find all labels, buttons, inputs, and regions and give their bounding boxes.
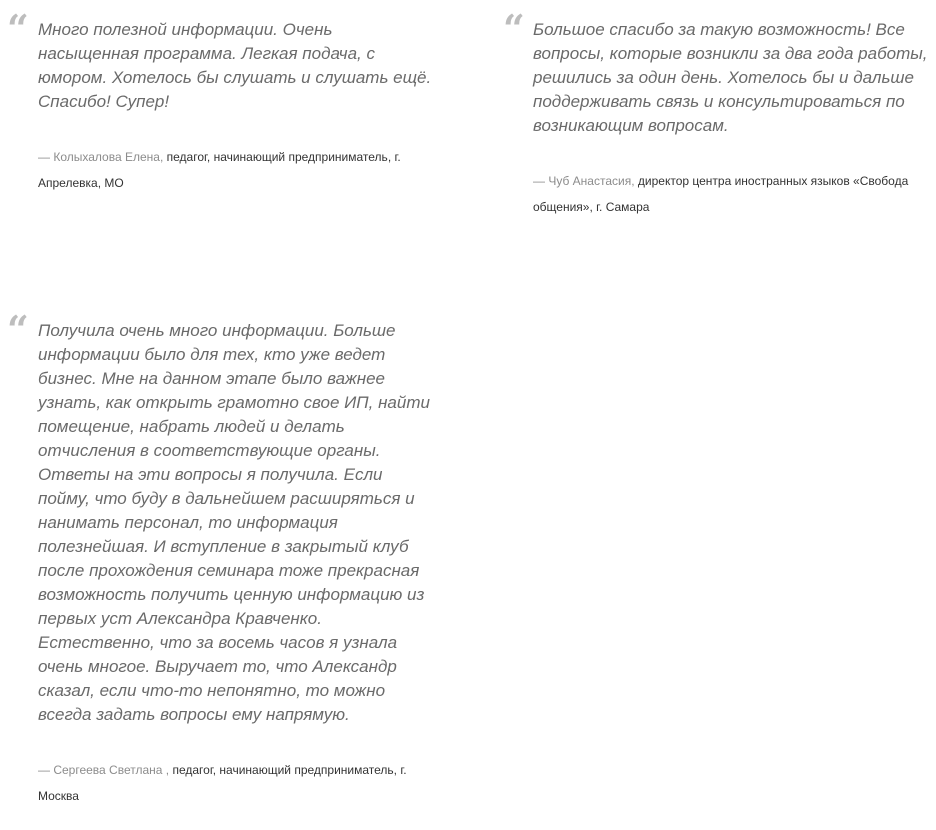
- testimonial-attribution: [38, 144, 423, 196]
- testimonial-text: Получила очень много информации. Больше информации было для тех, кто уже ведет бизнес. Мне на данном этапе было важнее узнать, как открыть грамотно свое ИП, найти помещение, набрать людей и делать отчисления в соответствующие органы. Ответы на эти вопросы я получила. Если пойму, что буду в дальнейшем расширяться и нанимать персонал, то информация полезнейшая. И вступление в закрытый клуб после прохождения семинара тоже прекрасная возможность получить ценную информацию из первых уст Александра Кравченко. Естественно, что за восемь часов я узнала очень многое. Выручает то, что Александр сказал, если что-то непонятно, то можно всегда задать вопросы ему напрямую.: [38, 321, 430, 724]
- quote-icon: “: [7, 6, 29, 51]
- testimonial-role: педагог, начинающий предприниматель, г. Москва: [38, 763, 407, 803]
- testimonial-card: [495, 6, 935, 220]
- testimonial-role: директор центра иностранных языков «Свобода общения», г. Самара: [533, 174, 909, 214]
- testimonial-author: — Сергеева Светлана ,: [38, 763, 170, 777]
- testimonial-role: педагог, начинающий предприниматель, г. Апрелевка, МО: [38, 150, 401, 190]
- testimonial-card: [0, 6, 440, 196]
- quote-icon: “: [7, 307, 29, 352]
- testimonial-attribution: [38, 757, 423, 809]
- testimonial-text: Много полезной информации. Очень насыщенная программа. Легкая подача, с юмором. Хотелось бы слушать и слушать ещё. Спасибо! Супер!: [38, 20, 432, 111]
- testimonial-author: — Колыхалова Елена,: [38, 150, 164, 164]
- quote-icon: “: [503, 6, 525, 51]
- testimonial-author: — Чуб Анастасия,: [533, 174, 635, 188]
- testimonial-attribution: [533, 168, 918, 220]
- testimonial-card: [0, 307, 440, 809]
- testimonial-text: Большое спасибо за такую возможность! Все вопросы, которые возникли за два года работы, решились за один день. Хотелось бы и дальше поддерживать связь и консультироваться по возникающим вопросам.: [533, 20, 928, 135]
